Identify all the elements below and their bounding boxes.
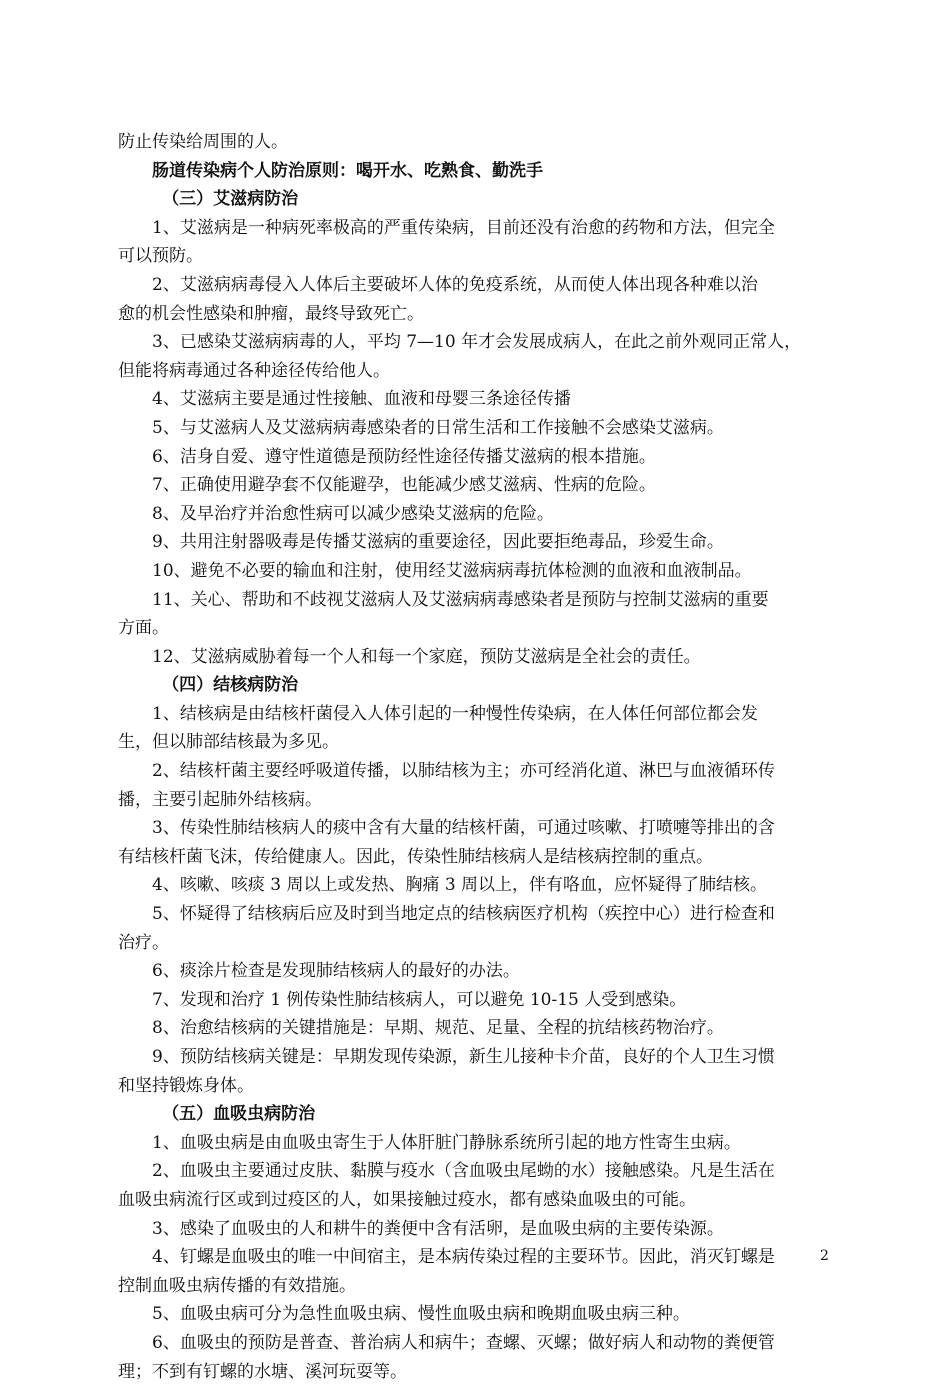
text-line: 4、咳嗽、咳痰 3 周以上或发热、胸痛 3 周以上，伴有咯血，应怀疑得了肺结核。	[152, 875, 768, 896]
section-heading: （四）结核病防治	[162, 675, 299, 696]
document-body	[118, 128, 833, 1386]
text-line: 播，主要引起肺外结核病。	[118, 789, 322, 810]
text-line: 5、与艾滋病人及艾滋病病毒感染者的日常生活和工作接触不会感染艾滋病。	[152, 417, 724, 438]
section-heading: （五）血吸虫病防治	[162, 1104, 316, 1125]
text-line: 肠道传染病个人防治原则：喝开水、吃熟食、勤洗手	[152, 160, 543, 181]
text-line: 理；不到有钉螺的水塘、溪河玩耍等。	[118, 1361, 407, 1382]
text-line: 6、洁身自爱、遵守性道德是预防经性途径传播艾滋病的根本措施。	[152, 446, 656, 467]
text-line: 9、共用注射器吸毒是传播艾滋病的重要途径，因此要拒绝毒品，珍爱生命。	[152, 532, 724, 553]
text-line: 2、艾滋病病毒侵入人体后主要破坏人体的免疫系统，从而使人体出现各种难以治	[152, 274, 758, 295]
text-line: 7、正确使用避孕套不仅能避孕，也能减少感艾滋病、性病的危险。	[152, 475, 656, 496]
text-line: 和坚持锻炼身体。	[118, 1075, 254, 1096]
text-line: 6、血吸虫的预防是普查、普治病人和病牛；查螺、灭螺；做好病人和动物的粪便管	[152, 1332, 775, 1353]
text-line: 10、避免不必要的输血和注射，使用经艾滋病病毒抗体检测的血液和血液制品。	[152, 560, 752, 581]
text-line: 控制血吸虫病传播的有效措施。	[118, 1275, 356, 1296]
text-line: 6、痰涂片检查是发现肺结核病人的最好的办法。	[152, 961, 520, 982]
text-line: 可以预防。	[118, 246, 203, 267]
text-line: 3、感染了血吸虫的人和耕牛的粪便中含有活卵，是血吸虫病的主要传染源。	[152, 1218, 724, 1239]
text-line: 1、结核病是由结核杆菌侵入人体引起的一种慢性传染病，在人体任何部位都会发	[152, 703, 758, 724]
text-line: 愈的机会性感染和肿瘤，最终导致死亡。	[118, 303, 424, 324]
text-line: 3、已感染艾滋病病毒的人，平均 7—10 年才会发展成病人，在此之前外观同正常人，	[152, 332, 802, 353]
page-number: 2	[820, 1248, 829, 1264]
text-line: 治疗。	[118, 932, 169, 953]
text-line: 血吸虫病流行区或到过疫区的人，如果接触过疫水，都有感染血吸虫的可能。	[118, 1189, 696, 1210]
text-line: 3、传染性肺结核病人的痰中含有大量的结核杆菌，可通过咳嗽、打喷嚏等排出的含	[152, 818, 775, 839]
text-line: 5、怀疑得了结核病后应及时到当地定点的结核病医疗机构（疾控中心）进行检查和	[152, 904, 775, 925]
text-line: 1、艾滋病是一种病死率极高的严重传染病，目前还没有治愈的药物和方法，但完全	[152, 217, 775, 238]
text-line: 5、血吸虫病可分为急性血吸虫病、慢性血吸虫病和晚期血吸虫病三种。	[152, 1304, 690, 1325]
text-line: 方面。	[118, 618, 169, 639]
text-line: 4、钉螺是血吸虫的唯一中间宿主，是本病传染过程的主要环节。因此，消灭钉螺是	[152, 1247, 775, 1268]
text-line: 有结核杆菌飞沫，传给健康人。因此，传染性肺结核病人是结核病控制的重点。	[118, 846, 713, 867]
text-line: 2、结核杆菌主要经呼吸道传播，以肺结核为主；亦可经消化道、淋巴与血液循环传	[152, 761, 775, 782]
text-line: 防止传染给周围的人。	[118, 132, 288, 152]
text-line: 4、艾滋病主要是通过性接触、血液和母婴三条途径传播	[152, 389, 571, 410]
text-line: 9、预防结核病关键是：早期发现传染源，新生儿接种卡介苗，良好的个人卫生习惯	[152, 1047, 775, 1067]
text-line: 8、治愈结核病的关键措施是：早期、规范、足量、全程的抗结核药物治疗。	[152, 1018, 724, 1039]
text-line: 但能将病毒通过各种途径传给他人。	[118, 360, 390, 381]
text-line: 11、关心、帮助和不歧视艾滋病人及艾滋病病毒感染者是预防与控制艾滋病的重要	[152, 589, 769, 610]
text-line: 12、艾滋病威胁着每一个人和每一个家庭，预防艾滋病是全社会的责任。	[152, 646, 701, 667]
text-line: 1、血吸虫病是由血吸虫寄生于人体肝脏门静脉系统所引起的地方性寄生虫病。	[152, 1132, 741, 1153]
text-line: 2、血吸虫主要通过皮肤、黏膜与疫水（含血吸虫尾蚴的水）接触感染。凡是生活在	[152, 1161, 775, 1182]
text-line: 8、及早治疗并治愈性病可以减少感染艾滋病的危险。	[152, 503, 554, 524]
text-line: 生，但以肺部结核最为多见。	[118, 732, 339, 753]
section-heading: （三）艾滋病防治	[162, 189, 299, 210]
text-line: 7、发现和治疗 1 例传染性肺结核病人，可以避免 10-15 人受到感染。	[152, 989, 687, 1010]
